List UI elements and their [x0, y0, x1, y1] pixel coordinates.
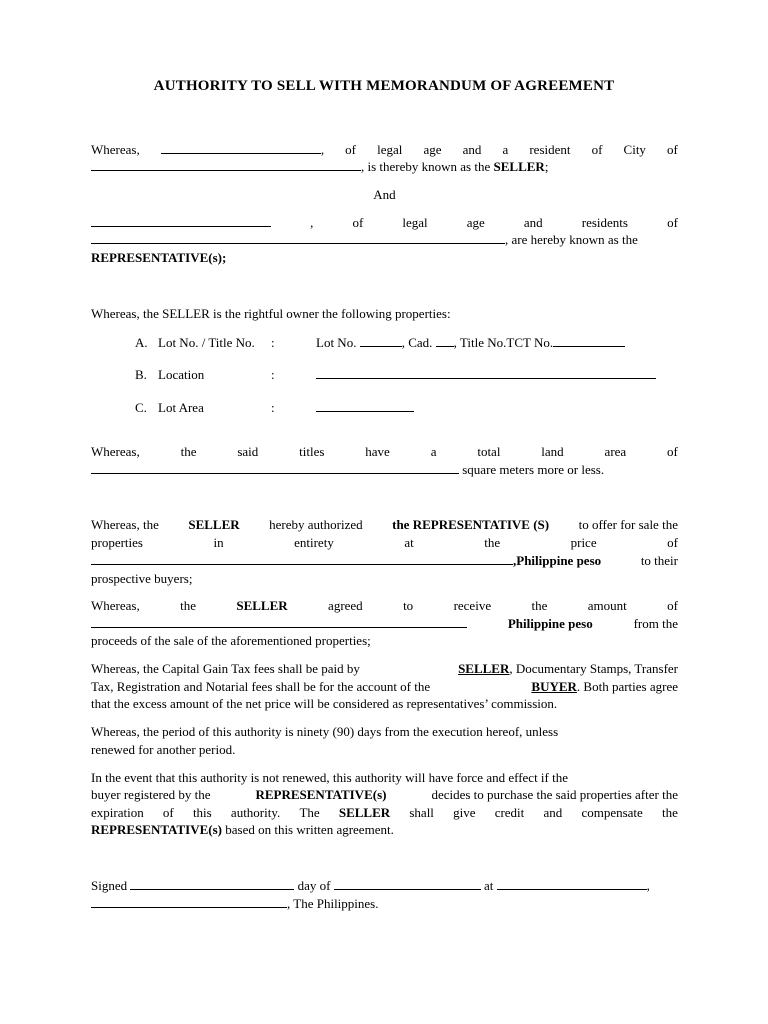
property-b-label: Location — [158, 367, 205, 382]
property-b-letter: B. — [135, 367, 147, 382]
rep-clause-line-3: REPRESENTATIVE(s); — [91, 250, 227, 265]
document-title: AUTHORITY TO SELL WITH MEMORANDUM OF AGREEMENT — [153, 78, 615, 94]
lot-no-blank[interactable] — [360, 334, 402, 347]
cad-blank[interactable] — [436, 334, 454, 347]
and-word: And — [373, 187, 396, 202]
property-a-letter: A. — [135, 335, 148, 350]
lot-area-blank[interactable] — [316, 399, 414, 412]
event-clause-line-1: In the event that this authority is not renewed, this authority will have force and effect if the — [91, 770, 569, 785]
property-c-colon: : — [271, 400, 275, 415]
rep-residence-blank[interactable] — [91, 231, 505, 244]
tct-no-blank[interactable] — [553, 334, 625, 347]
property-a-colon: : — [271, 335, 275, 350]
signed-city-blank[interactable] — [91, 895, 287, 908]
offer-clause-line-4: prospective buyers; — [91, 571, 193, 586]
tax-clause-line-3: that the excess amount of the net price will be considered as representatives’ commission. — [91, 696, 558, 711]
location-blank[interactable] — [316, 366, 656, 379]
property-c-letter: C. — [135, 400, 147, 415]
seller-name-blank[interactable] — [161, 141, 321, 154]
tax-clause-line-2: Tax, Registration and Notarial fees shall be for the account of the BUYER . Both parties agree — [91, 679, 678, 694]
seller-clause-line-1: Whereas, , of legal age and a resident of City of — [91, 142, 678, 157]
receive-clause-line-1: Whereas, the SELLER agreed to receive the amount of — [91, 598, 678, 613]
receive-clause-line-3: proceeds of the sale of the aforementioned properties; — [91, 633, 371, 648]
event-clause-line-4: REPRESENTATIVE(s) based on this written agreement. — [91, 822, 394, 837]
rep-clause-line-2: , are hereby known as the — [91, 231, 678, 249]
offer-clause-line-2: properties in entirety at the price of — [91, 535, 678, 550]
rep-clause-line-1: , of legal age and residents of — [91, 214, 678, 232]
tax-clause-line-1: Whereas, the Capital Gain Tax fees shall be paid by SELLER , Documentary Stamps, Transfer — [91, 661, 678, 676]
seller-clause-line-2: , is thereby known as the SELLER; — [91, 158, 678, 176]
seller-city-blank[interactable] — [91, 158, 361, 171]
signed-place-blank[interactable] — [497, 877, 647, 890]
event-clause-line-3: expiration of this authority. The SELLER shall give credit and compensate the — [91, 805, 678, 820]
amount-blank[interactable] — [91, 615, 467, 628]
signed-line-1: Signed day of at , — [91, 878, 650, 893]
properties-intro: Whereas, the SELLER is the rightful owner the following properties: — [91, 306, 451, 321]
signed-month-blank[interactable] — [334, 877, 481, 890]
offer-clause-line-1: Whereas, the SELLER hereby authorized the REPRESENTATIVE (S) to offer for sale the — [91, 517, 678, 532]
price-blank[interactable] — [91, 552, 513, 565]
offer-clause-line-3: , Philippine peso to their — [91, 552, 678, 570]
titles-clause-line-1: Whereas, the said titles have a total land area of — [91, 444, 678, 459]
signed-line-2: , The Philippines. — [91, 895, 678, 913]
rep-name-blank[interactable] — [91, 214, 271, 227]
titles-clause-line-2: square meters more or less. — [91, 461, 678, 479]
period-clause-line-1: Whereas, the period of this authority is ninety (90) days from the execution hereof, unless — [91, 724, 559, 739]
period-clause-line-2: renewed for another period. — [91, 742, 236, 757]
event-clause-line-2: buyer registered by the REPRESENTATIVE(s) decides to purchase the said properties after the — [91, 787, 678, 802]
property-b-colon: : — [271, 367, 275, 382]
property-a-label: Lot No. / Title No. — [158, 335, 255, 350]
total-area-blank[interactable] — [91, 461, 459, 474]
property-c-label: Lot Area — [158, 400, 204, 415]
receive-clause-line-2: Philippine peso from the — [91, 615, 678, 633]
signed-day-blank[interactable] — [130, 877, 294, 890]
property-a-value: Lot No. , Cad. , Title No.TCT No. — [316, 334, 625, 352]
